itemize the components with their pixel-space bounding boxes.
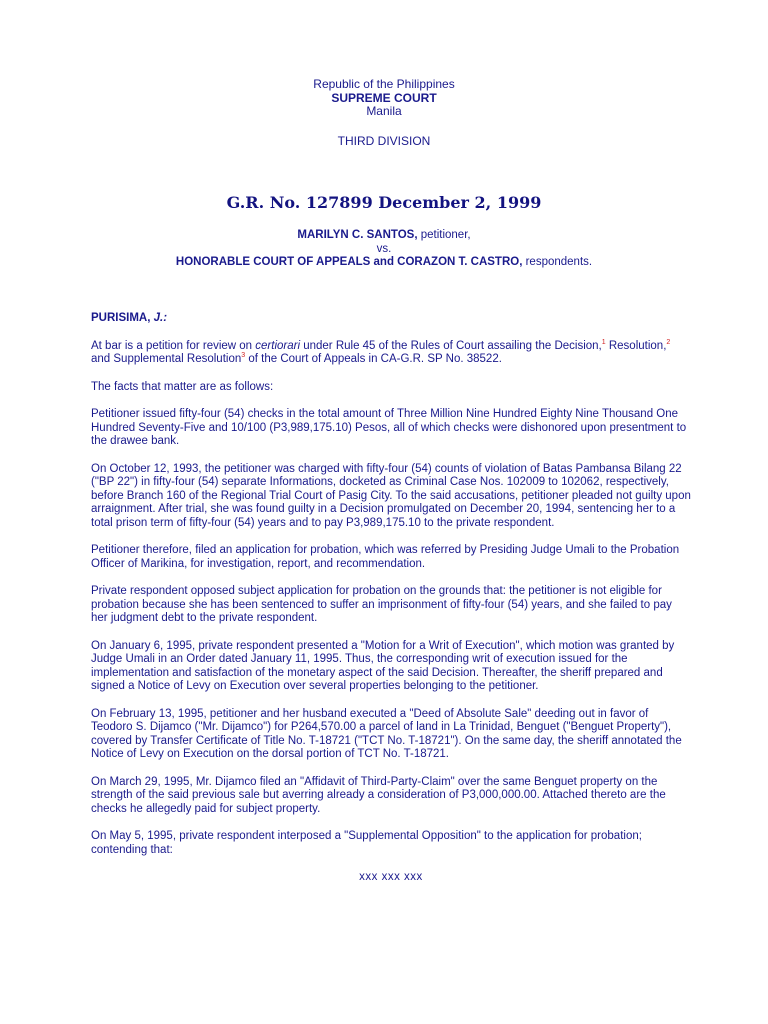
- republic-line: Republic of the Philippines: [313, 77, 455, 91]
- intro-text-1: At bar is a petition for review on: [91, 339, 256, 352]
- case-parties: [0, 229, 768, 270]
- case-number-title: G.R. No. 127899 December 2, 1999: [226, 193, 542, 212]
- intro-text-4: and Supplemental Resolution: [91, 353, 242, 365]
- paragraph: On February 13, 1995, petitioner and her husband executed a "Deed of Absolute Sale" deeding out in favor of Teodoro S. Dijamco ("Mr. Dijamco") for P264,570.00 a parcel of land in La Trinidad, Benguet ("Benguet Property"), covered by Transfer Certificate of Title No. T-18721 ("TCT No. T-18721"). On the same day, the sheriff annotated the Notice of Levy on Execution on the dorsal portion of TCT No. T-18721.: [91, 707, 682, 760]
- respondent-role: respondents.: [522, 256, 593, 268]
- intro-text-2: under Rule 45 of the Rules of Court assailing the Decision,: [300, 339, 602, 352]
- court-city: Manila: [366, 104, 402, 118]
- ponente: [91, 312, 691, 326]
- petitioner-name: MARILYN C. SANTOS,: [297, 229, 418, 241]
- footnote-link-3[interactable]: 3: [241, 352, 246, 360]
- paragraph: On October 12, 1993, the petitioner was charged with fifty-four (54) counts of violation of Batas Pambansa Bilang 22 ("BP 22") in fifty-four (54) separate Informations, docketed as Criminal Case Nos. 102009 to 102062, respectively, before Branch 160 of the Regional Trial Court of Pasig City. To the said accusations, petitioner pleaded not guilty upon arraignment. After trial, she was found guilty in a Decision promulgated on December 20, 1994, sentencing her to a total prison term of fifty-four (54) years and to pay P3,989,175.10 to the private respondent.: [91, 462, 691, 529]
- intro-certiorari: certiorari: [255, 339, 301, 352]
- paragraph: Petitioner therefore, filed an application for probation, which was referred by Presiding Judge Umali to the Probation Officer of Marikina, for investigation, report, and recommendation.: [91, 544, 680, 570]
- petitioner-line: [0, 229, 768, 243]
- intro-paragraph: [91, 340, 691, 367]
- court-name: SUPREME COURT: [331, 90, 437, 105]
- paragraph: On May 5, 1995, private respondent interposed a "Supplemental Opposition" to the application for probation; contending that:: [91, 830, 642, 856]
- division-title: THIRD DIVISION: [337, 134, 431, 148]
- respondent-line: [0, 256, 768, 270]
- paragraph: The facts that matter are as follows:: [91, 380, 274, 393]
- decision-body: [91, 312, 691, 885]
- petitioner-role: petitioner,: [417, 229, 471, 241]
- versus-line: vs.: [376, 242, 392, 255]
- paragraph: On March 29, 1995, Mr. Dijamco filed an "Affidavit of Third-Party-Claim" over the same Benguet property on the strength of the said previous sale but averring already a consideration of P3,000,000.00. Attached thereto are the checks he allegedly paid for subject property.: [91, 775, 666, 815]
- respondent-name: HONORABLE COURT OF APPEALS and CORAZON T. CASTRO,: [175, 256, 523, 268]
- paragraph: Private respondent opposed subject application for probation on the grounds that: the petitioner is not eligible for probation because she has been sentenced to suffer an imprisonment of fifty-four (54) years, and she failed to pay her judgment debt to the private respondent.: [91, 585, 672, 624]
- intro-text-5: of the Court of Appeals in CA-G.R. SP No. 38522.: [245, 353, 502, 365]
- ponente-title: J.:: [150, 312, 168, 324]
- paragraph: Petitioner issued fifty-four (54) checks in the total amount of Three Million Nine Hundred Eighty Nine Thousand One Hundred Seventy-Five and 10/100 (P3,989,175.10) Pesos, all of which checks were dishonored upon presentment to the drawee bank.: [91, 408, 687, 447]
- omission-separator: xxx xxx xxx: [359, 871, 423, 883]
- footnote-link-1[interactable]: 1: [601, 338, 606, 346]
- paragraph: On January 6, 1995, private respondent presented a "Motion for a Writ of Execution", which motion was granted by Judge Umali in an Order dated January 11, 1995. Thus, the corresponding writ of execution issued for the implementation and satisfaction of the monetary aspect of the said Decision. Thereafter, the sheriff prepared and signed a Notice of Levy on Execution over several properties belonging to the petitioner.: [91, 639, 675, 692]
- intro-text-3: Resolution,: [605, 339, 667, 352]
- ponente-name: PURISIMA,: [91, 312, 151, 324]
- court-header: [0, 78, 768, 119]
- footnote-link-2[interactable]: 2: [666, 338, 671, 346]
